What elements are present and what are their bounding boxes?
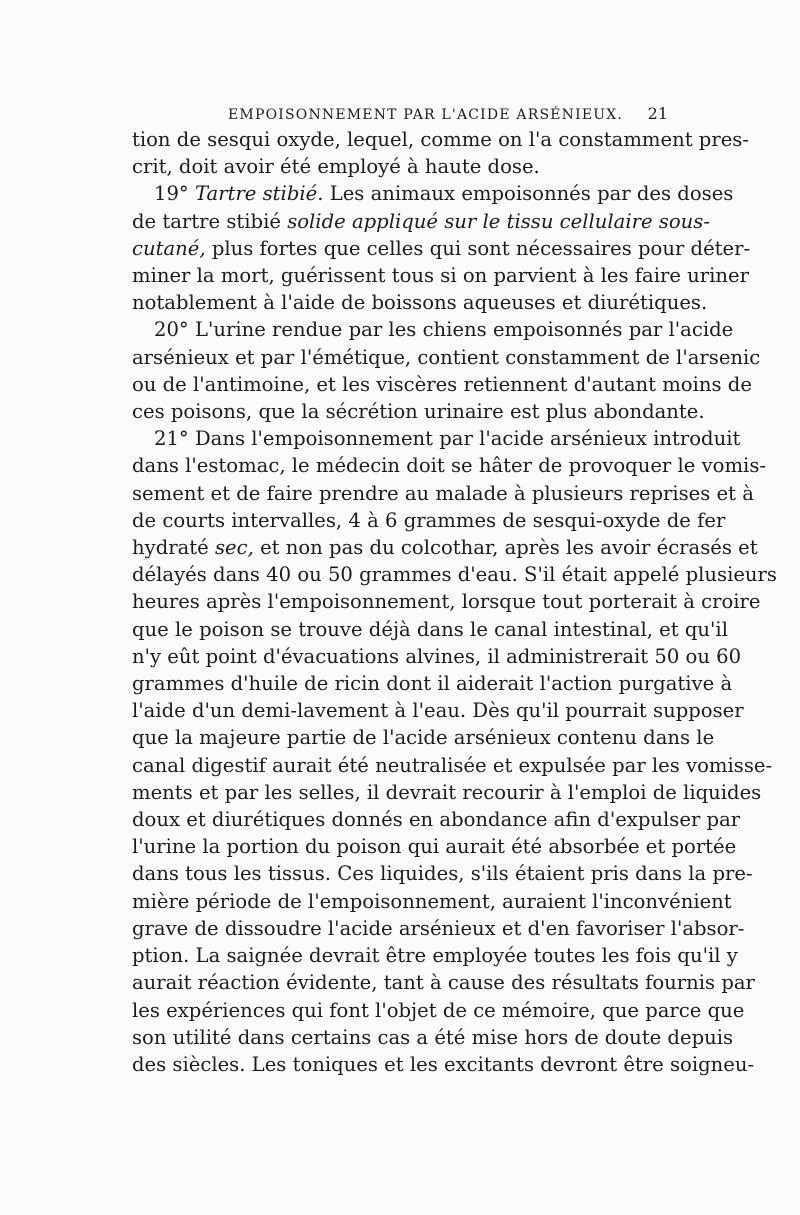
text-line: cutané, plus fortes que celles qui sont nécessaires pour déter- [132, 236, 751, 260]
text-line: crit, doit avoir été employé à haute dose. [132, 155, 540, 179]
text-line: arsénieux et par l'émétique, contient constamment de l'arsenic [132, 345, 761, 369]
text-line: dans l'estomac, le médecin doit se hâter de provoquer le vomis- [132, 454, 767, 478]
text-line: les expériences qui font l'objet de ce mémoire, que parce que [132, 998, 745, 1022]
text-line: mière période de l'empoisonnement, auraient l'inconvénient [132, 889, 732, 913]
text-line: notablement à l'aide de boissons aqueuses et diurétiques. [132, 291, 708, 315]
italic-term: cutané, [132, 236, 206, 260]
page-header [228, 104, 668, 123]
text-line: canal digestif aurait été neutralisée et expulsée par les vomisse- [132, 753, 773, 777]
text-line: grammes d'huile de ricin dont il aiderait l'action purgative à [132, 672, 733, 696]
text-line: son utilité dans certains cas a été mise hors de doute depuis [132, 1025, 734, 1049]
text-line: l'urine la portion du poison qui aurait été absorbée et portée [132, 835, 737, 859]
text-line: 21° Dans l'empoisonnement par l'acide arsénieux introduit [154, 427, 741, 451]
text-line: dans tous les tissus. Ces liquides, s'ils étaient pris dans la pre- [132, 862, 753, 886]
text-line: heures après l'empoisonnement, lorsque tout porterait à croire [132, 590, 761, 614]
text-line: n'y eût point d'évacuations alvines, il administrerait 50 ou 60 [132, 644, 742, 668]
text-line: de courts intervalles, 4 à 6 grammes de sesqui-oxyde de fer [132, 508, 726, 532]
text-line: de tartre stibié solide appliqué sur le tissu cellulaire sous- [132, 209, 710, 233]
italic-term: Tartre stibié. [194, 182, 324, 206]
text-line: 19° Tartre stibié. Les animaux empoisonnés par des doses [154, 182, 734, 206]
italic-term: solide appliqué sur le tissu cellulaire sous- [287, 209, 710, 233]
text-line: grave de dissoudre l'acide arsénieux et d'en favoriser l'absor- [132, 916, 745, 940]
text-line: tion de sesqui oxyde, lequel, comme on l'a constamment pres- [132, 128, 749, 151]
text-line: hydraté sec, et non pas du colcothar, après les avoir écrasés et [132, 536, 758, 560]
text-line: ou de l'antimoine, et les viscères retiennent d'autant moins de [132, 372, 752, 396]
running-title: EMPOISONNEMENT PAR L'ACIDE ARSÉNIEUX. [228, 107, 624, 123]
text-line: que le poison se trouve déjà dans le canal intestinal, et qu'il [132, 617, 728, 641]
text-line: des siècles. Les toniques et les excitants devront être soigneu- [132, 1052, 755, 1076]
text-line: doux et diurétiques donnés en abondance afin d'expulser par [132, 808, 741, 832]
italic-term: sec, [214, 536, 254, 560]
text-line: 20° L'urine rendue par les chiens empoisonnés par l'acide [154, 318, 734, 342]
text-line: l'aide d'un demi-lavement à l'eau. Dès qu'il pourrait supposer [132, 699, 744, 723]
page-number: 21 [647, 104, 668, 123]
body-text [132, 126, 777, 1078]
text-line: aurait réaction évidente, tant à cause des résultats fournis par [132, 971, 755, 995]
text-line: délayés dans 40 ou 50 grammes d'eau. S'il était appelé plusieurs [132, 563, 777, 587]
text-line: ments et par les selles, il devrait recourir à l'emploi de liquides [132, 780, 762, 804]
text-line: ption. La saignée devrait être employée toutes les fois qu'il y [132, 944, 738, 968]
text-line: que la majeure partie de l'acide arsénieux contenu dans le [132, 726, 715, 750]
text-line: ces poisons, que la sécrétion urinaire est plus abondante. [132, 400, 705, 424]
text-line: miner la mort, guérissent tous si on parvient à les faire uriner [132, 264, 750, 288]
text-line: sement et de faire prendre au malade à plusieurs reprises et à [132, 481, 754, 505]
